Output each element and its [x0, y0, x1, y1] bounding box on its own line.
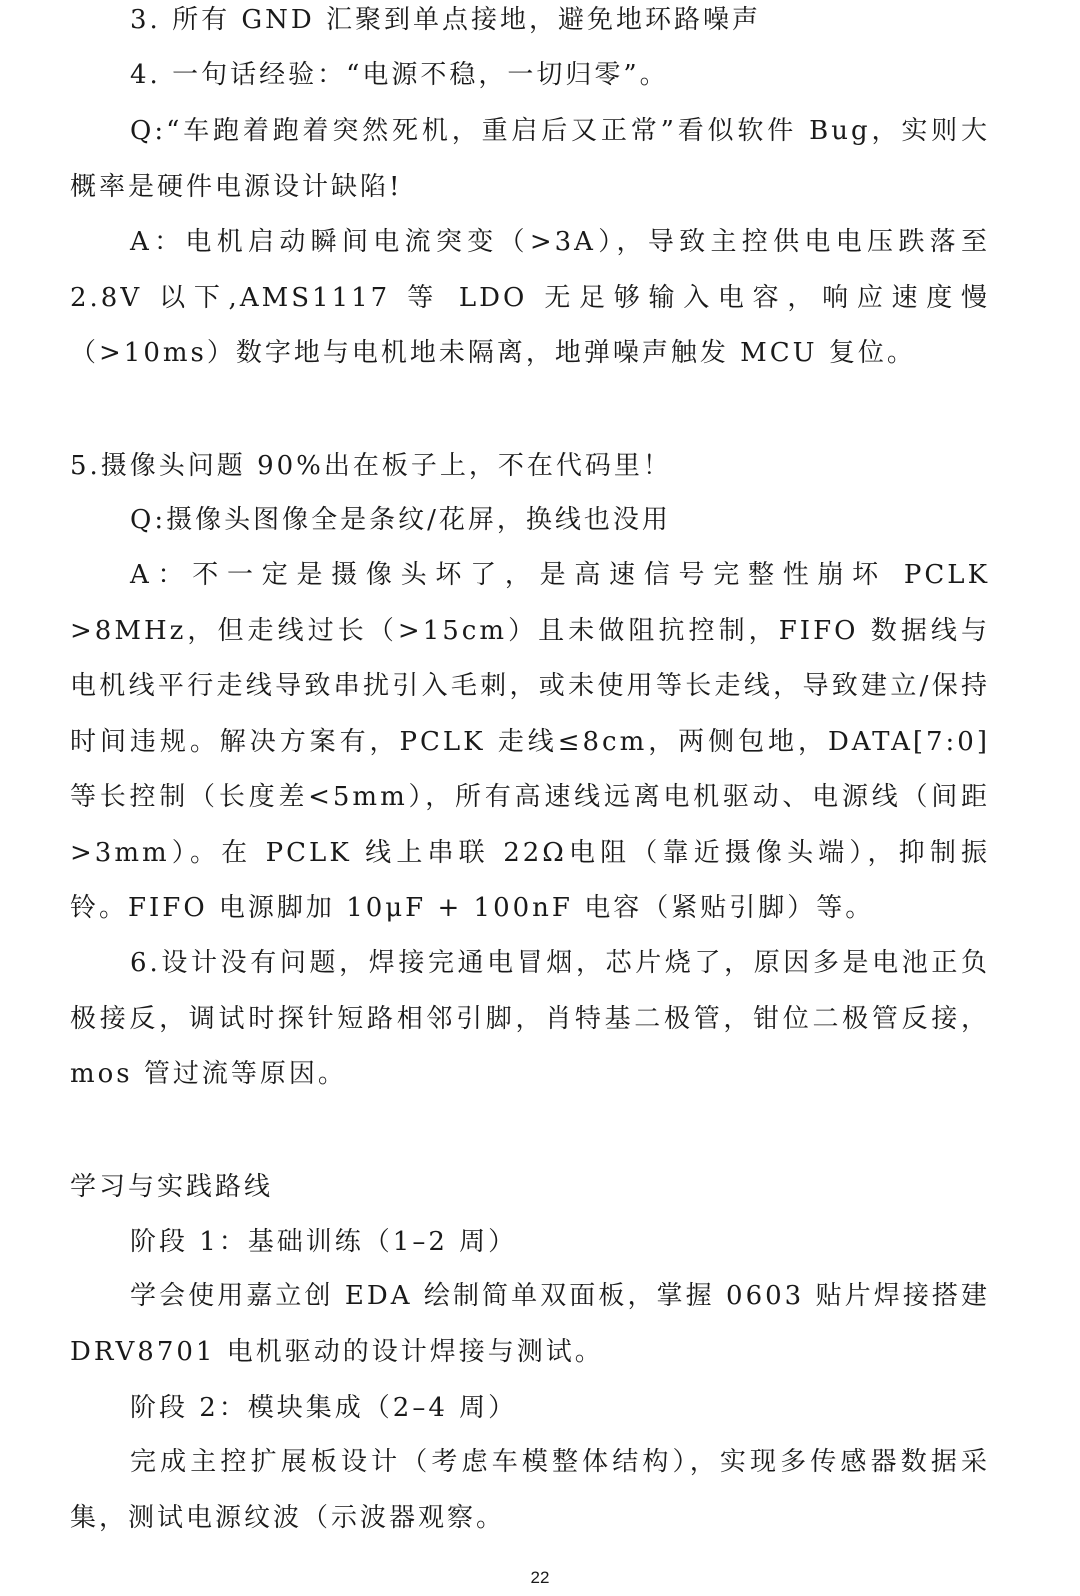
list-item-4: 4. 一句话经验：“电源不稳，一切归零”。	[130, 60, 669, 90]
section-heading-5: 5.摄像头问题 90%出在板子上，不在代码里！	[70, 451, 672, 481]
stage-2-body: 完成主控扩展板设计（考虑车模整体结构），实现多传感器数据采集，测试电源纹波（示波器观察。	[70, 1447, 990, 1533]
stage-2-title: 阶段 2：模块集成（2–4 周）	[130, 1393, 518, 1423]
stage-1-title: 阶段 1：基础训练（1–2 周）	[130, 1227, 518, 1257]
page-number: 22	[530, 1568, 550, 1587]
list-item-6: 6.设计没有问题，焊接完通电冒烟，芯片烧了，原因多是电池正负极接反，调试时探针短路相邻引脚，肖特基二极管，钳位二极管反接，mos 管过流等原因。	[70, 948, 990, 1089]
list-item-3: 3. 所有 GND 汇聚到单点接地，避免地环路噪声	[130, 5, 761, 35]
section-heading-route: 学习与实践路线	[70, 1172, 274, 1202]
answer-paragraph-1: A：电机启动瞬间电流突变（>3A），导致主控供电电压跌落至 2.8V 以下,AMS1117 等 LDO 无足够输入电容，响应速度慢（>10ms）数字地与电机地未隔离，地弹噪声触发 MCU 复位。	[70, 227, 990, 368]
question-paragraph-2: Q:摄像头图像全是条纹/花屏，换线也没用	[130, 505, 671, 535]
question-paragraph-1: Q:“车跑着跑着突然死机，重启后又正常”看似软件 Bug，实则大概率是硬件电源设计缺陷!	[70, 116, 990, 202]
stage-1-body: 学会使用嘉立创 EDA 绘制简单双面板，掌握 0603 贴片焊接搭建 DRV8701 电机驱动的设计焊接与测试。	[70, 1281, 990, 1367]
answer-paragraph-2: A：不一定是摄像头坏了，是高速信号完整性崩坏 PCLK >8MHz，但走线过长（>15cm）且未做阻抗控制，FIFO 数据线与电机线平行走线导致串扰引入毛刺，或未使用等长走线，导致建立/保持时间违规。解决方案有，PCLK 走线≤8cm，两侧包地，DATA[7:0]等长控制（长度差<5mm），所有高速线远离电机驱动、电源线（间距>3mm）。在 PCLK 线上串联 22Ω电阻（靠近摄像头端），抑制振铃。FIFO 电源脚加 10μF + 100nF 电容（紧贴引脚）等。	[70, 560, 990, 923]
